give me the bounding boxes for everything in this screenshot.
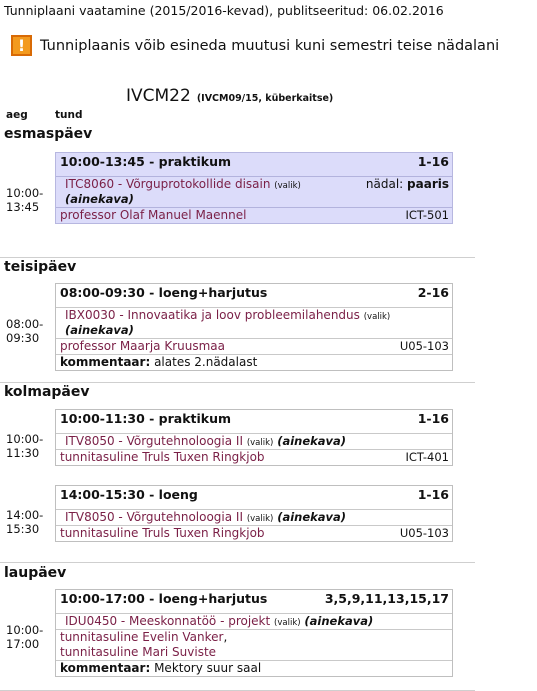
lesson-teacher-row: [56, 207, 452, 223]
lesson-subject-row: [56, 509, 452, 525]
teacher-link[interactable]: tunnitasuline Mari Suviste: [60, 645, 217, 659]
comment-text: Mektory suur saal: [154, 661, 262, 675]
time-end: 09:30: [6, 331, 40, 345]
day-section-wednesday: [0, 382, 475, 563]
lesson-subject-row: [56, 613, 452, 629]
lesson-teacher-row: [56, 449, 452, 465]
lesson-card: [55, 589, 453, 677]
lesson-header: [56, 486, 452, 503]
lesson-header: [56, 284, 452, 301]
lesson-header: [56, 590, 452, 607]
lesson-time: [6, 623, 43, 651]
time-start: 10:00-: [6, 623, 44, 637]
comment-label: kommentaar:: [60, 355, 151, 369]
subject-link[interactable]: ITC8060 - Võrguprotokollide disain: [65, 177, 271, 191]
time-end: 13:45: [6, 200, 40, 214]
lesson-teacher-row: [56, 525, 452, 541]
group-subtitle: (IVCM09/15, küberkaitse): [196, 93, 334, 104]
column-header-lesson: tund: [55, 109, 83, 121]
lesson-time: [6, 432, 43, 460]
elective-tag: (valik): [363, 312, 391, 322]
lesson-card: [55, 152, 453, 224]
teacher-link[interactable]: tunnitasuline Evelin Vanker: [60, 630, 224, 644]
lesson-time: [6, 508, 43, 536]
warning-icon: !: [11, 35, 32, 56]
subject-link[interactable]: ITV8050 - Võrgutehnoloogia II: [65, 510, 243, 524]
teacher-link[interactable]: professor Maarja Kruusmaa: [60, 339, 225, 353]
lesson-weeks: 1-16: [417, 411, 449, 426]
day-label: kolmapäev: [4, 384, 90, 400]
lesson-card: [55, 409, 453, 466]
lesson-weeks: 2-16: [417, 285, 449, 300]
lesson-header: [56, 410, 452, 427]
teacher-link[interactable]: tunnitasuline Truls Tuxen Ringkjob: [60, 450, 265, 464]
lesson-subject-row: [56, 307, 452, 323]
day-section-tuesday: [0, 257, 475, 383]
lesson-time: [6, 186, 43, 214]
lesson-syllabus-row: [56, 323, 452, 338]
week-value: paaris: [407, 177, 449, 191]
lesson-header: [56, 153, 452, 170]
lesson-time-type: 14:00-15:30 - loeng: [60, 487, 198, 502]
lesson-teacher-row-2: [56, 645, 452, 660]
day-label: teisipäev: [4, 259, 77, 275]
syllabus-link[interactable]: (ainekava): [65, 323, 134, 337]
elective-tag: (valik): [246, 514, 274, 524]
lesson-time: [6, 317, 43, 345]
lesson-teacher-row: [56, 629, 452, 645]
teacher-link[interactable]: tunnitasuline Truls Tuxen Ringkjob: [60, 526, 265, 540]
elective-tag: (valik): [274, 181, 301, 191]
lesson-time-type: 10:00-13:45 - praktikum: [60, 154, 232, 169]
lesson-syllabus-row: [56, 192, 452, 207]
elective-tag: (valik): [274, 618, 301, 628]
time-start: 14:00-: [6, 508, 44, 522]
lesson-time-type: 10:00-11:30 - praktikum: [60, 411, 232, 426]
week-label: nädal:: [365, 177, 404, 191]
group-code: IVCM22: [126, 86, 191, 106]
room-label: U05-103: [399, 526, 449, 540]
day-section-saturday: [0, 562, 475, 691]
warning-text: Tunniplaanis võib esineda muutusi kuni semestri teise nädalani: [40, 37, 500, 54]
subject-link[interactable]: IDU0450 - Meeskonnatöö - projekt: [65, 614, 271, 628]
time-start: 10:00-: [6, 432, 44, 446]
lesson-subject-row: [56, 433, 452, 449]
elective-tag: (valik): [246, 438, 274, 448]
page-title: Tunniplaani vaatamine (2015/2016-kevad), publitseeritud: 06.02.2016: [4, 3, 444, 18]
room-label: ICT-401: [405, 450, 449, 464]
teacher-link[interactable]: professor Olaf Manuel Maennel: [60, 208, 247, 222]
group-title: [126, 86, 333, 106]
lesson-weeks: 1-16: [417, 487, 449, 502]
lesson-time-type: 08:00-09:30 - loeng+harjutus: [60, 285, 268, 300]
syllabus-link[interactable]: (ainekava): [277, 434, 347, 448]
lesson-weeks: 3,5,9,11,13,15,17: [324, 591, 449, 606]
time-end: 11:30: [6, 446, 40, 460]
column-header-time: aeg: [6, 109, 28, 121]
day-label: esmaspäev: [4, 126, 93, 142]
lesson-teacher-row: [56, 338, 452, 354]
lesson-comment-row: [56, 660, 452, 676]
lesson-card: [55, 283, 453, 371]
room-label: U05-103: [399, 339, 449, 353]
comment-text: alates 2.nädalast: [154, 355, 258, 369]
syllabus-link[interactable]: (ainekava): [304, 614, 374, 628]
teacher-separator: ,: [223, 630, 228, 644]
day-section-monday: [0, 124, 475, 258]
subject-link[interactable]: ITV8050 - Võrgutehnoloogia II: [65, 434, 243, 448]
day-label: laupäev: [4, 565, 67, 581]
time-end: 17:00: [6, 637, 40, 651]
lesson-time-type: 10:00-17:00 - loeng+harjutus: [60, 591, 268, 606]
syllabus-link[interactable]: (ainekava): [277, 510, 347, 524]
subject-link[interactable]: IBX0030 - Innovaatika ja loov probleemilahendus: [65, 308, 360, 322]
lesson-subject-row: [56, 176, 452, 192]
lesson-comment-row: [56, 354, 452, 370]
syllabus-link[interactable]: (ainekava): [65, 192, 134, 206]
room-label: ICT-501: [405, 208, 449, 222]
week-parity: [366, 177, 449, 192]
comment-label: kommentaar:: [60, 661, 151, 675]
time-start: 10:00-: [6, 186, 44, 200]
time-start: 08:00-: [6, 317, 44, 331]
lesson-card: [55, 485, 453, 542]
warning-banner: [11, 35, 499, 56]
time-end: 15:30: [6, 522, 40, 536]
lesson-weeks: 1-16: [417, 154, 449, 169]
